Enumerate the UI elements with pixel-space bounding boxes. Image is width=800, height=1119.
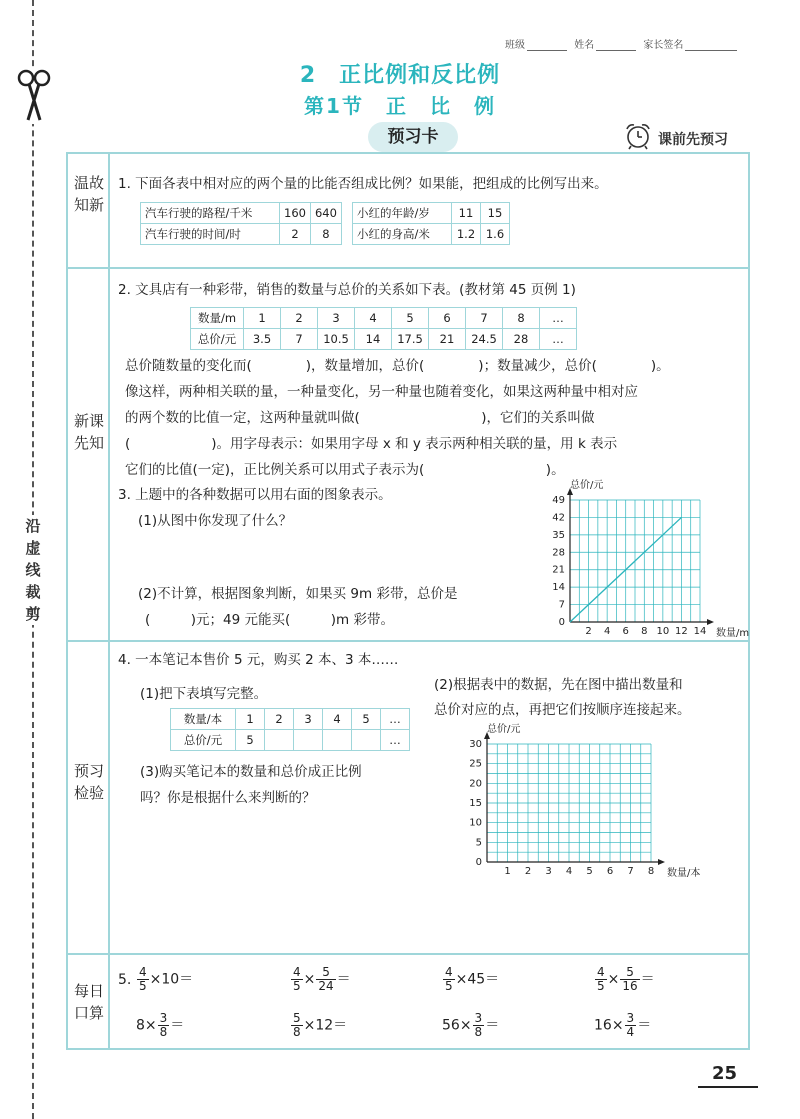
fraction: $\frac{5}{24}$ (318, 965, 334, 993)
x-tick-label: 5 (586, 866, 593, 877)
table-cell: 5 (392, 308, 429, 329)
table-cell: 5 (352, 709, 381, 730)
notebook-price-chart[interactable] (455, 722, 715, 887)
table-cell: 14 (355, 329, 392, 350)
fraction: $\frac{3}{4}$ (626, 1011, 635, 1039)
q3-sub-2a: (2)不计算，根据图象判断，如果买 9m 彩带，总价是 (138, 586, 458, 602)
q3-sub-2b: ( )元；49 元能买( )m 彩带。 (145, 612, 394, 628)
table-cell: 3.5 (244, 329, 281, 350)
x-tick-label: 6 (606, 866, 614, 877)
table-cell: 11 (452, 203, 481, 224)
y-tick-label: 30 (469, 739, 482, 750)
table-cell: 8 (310, 224, 341, 245)
alarm-clock-icon (622, 122, 654, 154)
table-row (353, 224, 510, 245)
section-title: 第1节 正 比 例 (304, 94, 496, 118)
table-row (191, 308, 577, 329)
y-tick-label: 20 (469, 778, 482, 790)
fraction: $\frac{3}{8}$ (474, 1011, 483, 1039)
q4-sub-3b: 吗？你是根据什么来判断的？ (140, 790, 316, 806)
table-cell: … (540, 308, 577, 329)
page-number: 25 (712, 1063, 738, 1084)
y-axis-label: 总价/元 (487, 724, 521, 735)
y-tick-label: 15 (469, 798, 482, 809)
x-tick-label: 3 (545, 866, 552, 877)
fraction: $\frac{4}{5}$ (139, 965, 147, 993)
q2-line-4: ( )。用字母表示：如果用字母 x 和 y 表示两种相关联的量，用 k 表示 (125, 436, 618, 452)
table-cell: 1.2 (452, 224, 481, 245)
q1-table-xiaohong (352, 202, 510, 245)
x-axis-arrow (707, 619, 714, 625)
q2-line-1: 总价随数量的变化而( )，数量增加，总价( )；数量减少，总价( )。 (125, 358, 670, 374)
x-tick-label: 10 (656, 626, 670, 637)
section-label-daily: 每日口算 (73, 982, 104, 1022)
table-cell: 2 (281, 308, 318, 329)
table-cell: … (381, 730, 410, 751)
section-label-new: 新课先知 (74, 412, 105, 452)
q4-sub-2b: 总价对应的点，再把它们按顺序连接起来。 (434, 702, 691, 718)
x-tick-label: 12 (675, 626, 688, 637)
table-cell: 7 (466, 308, 503, 329)
table-cell: 21 (429, 329, 466, 350)
table-cell: 10.5 (318, 329, 355, 350)
table-cell: 28 (503, 329, 540, 350)
x-axis-arrow (658, 859, 665, 865)
table-cell: 4 (355, 308, 392, 329)
table-cell: 汽车行驶的路程/千米 (141, 203, 280, 224)
y-tick-label: 10 (469, 817, 482, 829)
table-cell: 3 (294, 709, 323, 730)
calc-7: 56× $\frac{3}{8}$ ＝ (442, 1011, 500, 1039)
y-tick-label: 7 (558, 599, 565, 611)
fraction: $\frac{5}{16}$ (622, 965, 638, 993)
q2-line-2: 像这样，两种相关联的量，一种量变化，另一种量也随着变化，如果这两种量中相对应 (125, 384, 638, 400)
y-tick-label: 42 (552, 512, 565, 524)
table-cell: … (381, 709, 410, 730)
table-row (141, 224, 342, 245)
table-cell: 1 (244, 308, 281, 329)
q3-sub-1: (1)从图中你发现了什么？ (138, 513, 293, 529)
x-tick-label: 2 (524, 866, 532, 877)
table-cell: 总价/元 (191, 329, 244, 350)
q2-ribbon-table (190, 307, 577, 350)
table-cell: 8 (503, 308, 540, 329)
table-cell: 15 (481, 203, 510, 224)
question-1: 1. 下面各表中相对应的两个量的比能否组成比例？如果能，把组成的比例写出来。 (118, 176, 608, 192)
row-divider (66, 953, 750, 955)
y-tick-label: 14 (552, 582, 565, 594)
x-axis-label: 数量/本 (667, 868, 701, 879)
q4-sub-3a: (3)购买笔记本的数量和总价成正比例 (140, 764, 362, 780)
x-tick-label: 8 (641, 626, 648, 637)
table-cell: 2 (280, 224, 311, 245)
table-cell: 数量/m (191, 308, 244, 329)
answer-cell[interactable] (265, 730, 294, 751)
x-tick-label: 6 (622, 626, 629, 637)
table-cell: 640 (310, 203, 341, 224)
question-4: 4. 一本笔记本售价 5 元，购买 2 本、3 本…… (118, 652, 399, 668)
answer-cell[interactable] (352, 730, 381, 751)
table-cell: 小红的身高/米 (353, 224, 452, 245)
fraction: $\frac{3}{8}$ (159, 1011, 168, 1039)
table-cell: 24.5 (466, 329, 503, 350)
table-cell: 小红的年龄/岁 (353, 203, 452, 224)
q4-sub-2a: (2)根据表中的数据，先在图中描出数量和 (434, 677, 683, 693)
section-divider (108, 152, 110, 1050)
table-cell: 7 (281, 329, 318, 350)
chapter-title: 2 正比例和反比例 (299, 63, 501, 88)
y-tick-label: 49 (552, 495, 565, 506)
x-tick-label: 4 (603, 626, 611, 637)
y-tick-label: 25 (469, 758, 482, 770)
question-3: 3. 上题中的各种数据可以用右面的图象表示。 (118, 487, 392, 503)
q2-line-3: 的两个数的比值一定，这两种量就叫做( )，它们的关系叫做 (125, 410, 595, 426)
calc-5: 8× $\frac{3}{8}$ ＝ (136, 1011, 185, 1039)
table-row (171, 709, 410, 730)
table-cell: 3 (318, 308, 355, 329)
y-tick-label: 35 (552, 529, 565, 541)
x-tick-label: 7 (627, 866, 634, 877)
ribbon-price-chart (540, 476, 750, 641)
parent-sign-field[interactable] (685, 40, 737, 51)
section-label-check: 预习检验 (74, 762, 105, 802)
table-cell: 数量/本 (171, 709, 236, 730)
y-tick-label: 21 (552, 564, 565, 576)
y-tick-label: 28 (552, 547, 565, 559)
calc-6: $\frac{5}{8}$ ×12＝ (293, 1011, 348, 1039)
table-cell: 1.6 (481, 224, 510, 245)
table-cell: 160 (280, 203, 311, 224)
table-row (141, 203, 342, 224)
question-2: 2. 文具店有一种彩带，销售的数量与总价的关系如下表。(教材第 45 页例 1) (118, 282, 576, 298)
table-cell: 6 (429, 308, 466, 329)
name-field[interactable] (596, 40, 636, 51)
y-tick-label: 5 (475, 837, 482, 849)
table-row (353, 203, 510, 224)
table-cell: 5 (236, 730, 265, 751)
page-number-rule (698, 1086, 758, 1088)
row-divider (66, 267, 750, 269)
class-field[interactable] (527, 40, 567, 51)
answer-cell[interactable] (323, 730, 352, 751)
class-label: 班级 (505, 40, 525, 51)
x-tick-label: 2 (585, 626, 592, 637)
x-tick-label: 8 (647, 866, 655, 877)
fraction: $\frac{4}{5}$ (445, 965, 453, 993)
x-tick-label: 14 (693, 626, 707, 637)
table-cell: 2 (265, 709, 294, 730)
x-axis-label: 数量/m (716, 628, 750, 639)
fraction: $\frac{4}{5}$ (293, 965, 301, 993)
q4-notebook-table (170, 708, 410, 751)
card-badge: 预习卡 (368, 122, 458, 152)
calc-4: $\frac{4}{5}$ × $\frac{5}{16}$ ＝ (597, 965, 655, 993)
table-cell: 汽车行驶的时间/时 (141, 224, 280, 245)
student-info-header (505, 36, 741, 51)
q4-sub-1: (1)把下表填写完整。 (140, 686, 268, 702)
fraction: $\frac{5}{8}$ (293, 1011, 301, 1039)
table-cell: 1 (236, 709, 265, 730)
table-cell: … (540, 329, 577, 350)
parent-sign-label: 家长签名 (643, 40, 684, 51)
table-cell: 总价/元 (171, 730, 236, 751)
cut-label: 沿虚线裁剪 (21, 515, 45, 625)
x-tick-label: 4 (565, 866, 573, 877)
table-cell: 17.5 (392, 329, 429, 350)
calc-1: $\frac{4}{5}$ ×10＝ (139, 965, 194, 993)
q2-line-5: 它们的比值(一定)，正比例关系可以用式子表示为( )。 (125, 462, 565, 478)
x-tick-label: 1 (504, 866, 511, 877)
section-label-review: 温故知新 (74, 174, 105, 214)
q1-table-car (140, 202, 342, 245)
table-cell: 4 (323, 709, 352, 730)
name-label: 姓名 (574, 40, 595, 51)
fraction: $\frac{4}{5}$ (597, 965, 605, 993)
table-row (191, 329, 577, 350)
y-axis-label: 总价/元 (570, 480, 604, 491)
calc-8: 16× $\frac{3}{4}$ ＝ (594, 1011, 652, 1039)
table-row (171, 730, 410, 751)
answer-cell[interactable] (294, 730, 323, 751)
y-tick-label: 0 (558, 617, 565, 628)
y-tick-label: 0 (475, 857, 482, 868)
calc-2: $\frac{4}{5}$ × $\frac{5}{24}$ ＝ (293, 965, 351, 993)
calc-3: $\frac{4}{5}$ ×45＝ (445, 965, 500, 993)
q5-label: 5. (118, 972, 132, 988)
preview-label: 课前先预习 (658, 132, 728, 148)
